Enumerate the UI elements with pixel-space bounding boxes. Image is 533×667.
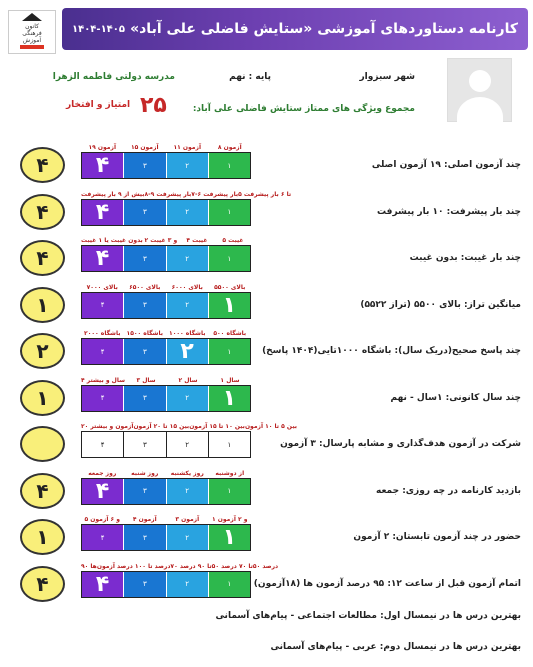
footer-line-2: بهترین درس ها در نیمسال دوم: عربی - پیام‌های آسمانی — [270, 642, 521, 652]
points-value: ۲۵ — [140, 93, 167, 118]
scale-segment: ۳ — [123, 153, 165, 178]
criteria-captions — [81, 516, 251, 523]
scale-segment: ۱ — [208, 200, 250, 225]
criteria-caption: بیش از ۹ بار پیشرفت — [81, 190, 145, 198]
criteria-caption: ۲ و ۳ غیبت — [144, 237, 178, 244]
criteria-question: چند بار غیبت: بدون غیبت — [409, 253, 521, 263]
criteria-caption: ۱ سال — [220, 376, 240, 384]
scale-segment: ۴ — [82, 572, 123, 597]
report-header — [62, 8, 528, 50]
scale-segment: ۴ — [82, 525, 123, 550]
criteria-caption: ۴ آزمون — [132, 516, 157, 523]
scale-segment: ۲ — [166, 293, 208, 318]
criteria-caption: از دوشنبه — [215, 469, 245, 477]
score-circle — [20, 426, 65, 462]
scale-segment: ۲ — [166, 246, 208, 271]
scale-segment: ۱ — [208, 153, 250, 178]
criteria-caption: ۴ سال و بیشتر — [81, 376, 126, 384]
logo-red-bar — [20, 45, 44, 49]
criteria-caption: ۳ سال — [136, 376, 156, 384]
scale-segment: ۱ — [208, 572, 250, 597]
criteria-caption: ۳ آزمون — [175, 516, 200, 523]
criteria-caption: بدون غیبت یا ۱ غیبت — [81, 237, 143, 244]
criteria-caption: بین ۵ تا ۱۰ آزمون — [244, 423, 298, 430]
scale-segment: ۳ — [123, 479, 165, 504]
score-circle: ۱ — [20, 519, 65, 555]
student-avatar — [447, 58, 512, 122]
criteria-caption: بالای ۶۰۰۰ — [171, 283, 203, 291]
criteria-caption: ۸ آزمون — [217, 144, 242, 151]
criteria-caption: ۲ سال — [178, 376, 198, 384]
school-label: مدرسه دولتی فاطمه الزهرا — [52, 72, 175, 82]
score-circle: ۴ — [20, 147, 65, 183]
criteria-question: اتمام آزمون قبل از ساعت ۱۲: ۹۵ درصد آزمون ها (۱۸آزمون) — [253, 578, 521, 589]
scale-segment: ۴ — [82, 479, 123, 504]
scale-segment: ۲ — [166, 153, 208, 178]
scale-segment: ۱ — [208, 386, 250, 411]
scale-segment: ۲ — [166, 572, 208, 597]
scale-segment: ۴ — [82, 246, 123, 271]
scale-segment: ۴ — [82, 200, 123, 225]
score-circle: ۴ — [20, 194, 65, 230]
scale-segment: ۳ — [123, 386, 165, 411]
criteria-caption: ۴ غیبت — [186, 237, 208, 244]
criteria-scale-bar — [81, 338, 251, 365]
criteria-caption: ۵ تا ۶ بار پیشرفت — [238, 190, 292, 198]
scale-segment: ۱ — [208, 293, 250, 318]
scale-segment: ۲ — [166, 200, 208, 225]
points-suffix: امتیاز و افتخار — [66, 100, 131, 110]
criteria-caption: ۱۹ آزمون — [88, 144, 117, 151]
criteria-caption: بین ۱۰ تا ۱۵ آزمون — [189, 423, 245, 430]
criteria-captions — [81, 144, 251, 151]
criteria-caption: روز یکشنبه — [170, 469, 204, 477]
criteria-caption: بالای ۵۵۰۰ — [214, 283, 246, 291]
score-circle: ۱ — [20, 287, 65, 323]
criteria-scale-bar — [81, 431, 251, 458]
report-title: کارنامه دستاوردهای آموزشی «ستایش فاضلی علی آباد» — [130, 21, 518, 37]
kanoon-logo — [8, 10, 56, 54]
criteria-question: چند سال کانونی: ۱سال - نهم — [390, 392, 521, 403]
criteria-question: چند بار پیشرفت: ۱۰ بار پیشرفت — [377, 206, 521, 217]
avatar-head — [469, 70, 491, 92]
criteria-scale-bar — [81, 292, 251, 319]
scale-segment: ۳ — [123, 246, 165, 271]
criteria-captions — [81, 562, 279, 570]
criteria-caption: روز جمعه — [88, 469, 117, 477]
scale-segment: ۱ — [208, 525, 250, 550]
criteria-scale-bar — [81, 385, 251, 412]
criteria-captions — [81, 237, 251, 244]
criteria-scale-bar — [81, 152, 251, 179]
criteria-caption: باشگاه ۲۰۰۰ — [84, 330, 121, 337]
criteria-captions — [81, 423, 298, 430]
criteria-caption: باشگاه ۱۵۰۰ — [126, 330, 163, 337]
criteria-caption: ۵۰ درصد — [252, 562, 279, 570]
criteria-question: شرکت در آزمون هدف‌گذاری و مشابه پارسال: ۳ آزمون — [280, 439, 521, 449]
criteria-question: بازدید کارنامه در چه روزی: جمعه — [376, 485, 521, 496]
criteria-caption: بالای ۶۵۰۰ — [129, 283, 161, 291]
score-circle: ۴ — [20, 566, 65, 602]
score-circle: ۲ — [20, 333, 65, 369]
criteria-caption: ۱۵ آزمون — [130, 144, 159, 151]
score-circle: ۱ — [20, 380, 65, 416]
criteria-caption: روز شنبه — [131, 469, 159, 477]
logo-line-2: فرهنگی — [22, 30, 42, 37]
scale-segment: ۴ — [82, 339, 123, 364]
score-circle: ۴ — [20, 473, 65, 509]
criteria-question: میانگین تراز: بالای ۵۵۰۰ (تراز ۵۵۲۲) — [360, 299, 521, 310]
scale-segment: ۳ — [123, 200, 165, 225]
criteria-captions — [81, 377, 251, 384]
scale-segment: ۳ — [123, 432, 165, 457]
criteria-captions — [81, 284, 251, 291]
criteria-scale-bar — [81, 571, 251, 598]
criteria-question: چند آزمون اصلی: ۱۹ آزمون اصلی — [371, 160, 521, 170]
scale-segment: ۲ — [166, 525, 208, 550]
criteria-caption: ۵ غیبت — [222, 237, 244, 244]
footer-line-1: بهترین درس ها در نیمسال اول: مطالعات اجتماعی - پیام‌های آسمانی — [215, 611, 521, 621]
score-circle: ۴ — [20, 240, 65, 276]
criteria-caption: ۷-۶ بار پیشرفت — [191, 190, 239, 198]
criteria-caption: ۱ و ۲ آزمون — [212, 516, 248, 523]
scale-segment: ۲ — [166, 479, 208, 504]
criteria-caption: باشگاه ۱۰۰۰ — [169, 330, 206, 337]
criteria-caption: ۹۰ درصد تا ۱۰۰ درصد آزمون‌ها — [81, 562, 171, 570]
criteria-captions — [81, 470, 251, 477]
scale-segment: ۱ — [208, 339, 250, 364]
scale-segment: ۳ — [123, 572, 165, 597]
graduation-cap-icon — [22, 13, 42, 21]
scale-segment: ۲ — [166, 432, 208, 457]
criteria-caption: ۱۱ آزمون — [173, 144, 202, 151]
scale-segment: ۳ — [123, 525, 165, 550]
logo-line-3: آموزش — [22, 37, 42, 44]
criteria-caption: ۵ و ۶ آزمون — [84, 516, 120, 523]
scale-segment: ۴ — [82, 432, 123, 457]
criteria-question: حضور در چند آزمون تابستان: ۲ آزمون — [353, 532, 521, 542]
criteria-caption: ۸-۹ بار پیشرفت — [144, 190, 192, 198]
criteria-scale-bar — [81, 478, 251, 505]
criteria-caption: ۷۰ تا ۹۰ درصد — [170, 562, 212, 570]
scale-segment: ۲ — [166, 339, 208, 364]
scale-segment: ۳ — [123, 339, 165, 364]
scale-segment: ۴ — [82, 386, 123, 411]
criteria-captions — [81, 190, 292, 198]
logo-line-1: کانون — [25, 23, 39, 30]
criteria-scale-bar — [81, 199, 251, 226]
scale-segment: ۴ — [82, 153, 123, 178]
city-label: شهر سبزوار — [359, 72, 415, 82]
scale-segment: ۲ — [166, 386, 208, 411]
criteria-scale-bar — [81, 524, 251, 551]
grade-label: پایه : نهم — [229, 72, 271, 82]
criteria-question: چند پاسخ صحیح(دریک سال): باشگاه ۱۰۰۰تایی(۱۴۰۴ پاسخ) — [262, 346, 521, 356]
criteria-captions — [81, 330, 251, 337]
scale-segment: ۱ — [208, 479, 250, 504]
criteria-caption: باشگاه ۵۰۰ — [213, 330, 247, 337]
criteria-caption: بین ۱۵ تا ۲۰ آزمون — [133, 423, 190, 430]
criteria-caption: ۵۰ تا ۷۰ درصد — [211, 562, 253, 570]
criteria-caption: ۲۰ آزمون و بیشتر — [81, 423, 134, 430]
criteria-caption: بالای ۷۰۰۰ — [86, 283, 118, 291]
avatar-body — [457, 97, 503, 137]
scale-segment: ۳ — [123, 293, 165, 318]
report-years: ۱۴۰۴-۱۴۰۵ — [72, 23, 125, 35]
points-label: مجموع ویژگی های ممتاز ستایش فاضلی علی آباد: — [192, 104, 415, 114]
scale-segment: ۱ — [208, 246, 250, 271]
criteria-scale-bar — [81, 245, 251, 272]
scale-segment: ۱ — [208, 432, 250, 457]
scale-segment: ۴ — [82, 293, 123, 318]
